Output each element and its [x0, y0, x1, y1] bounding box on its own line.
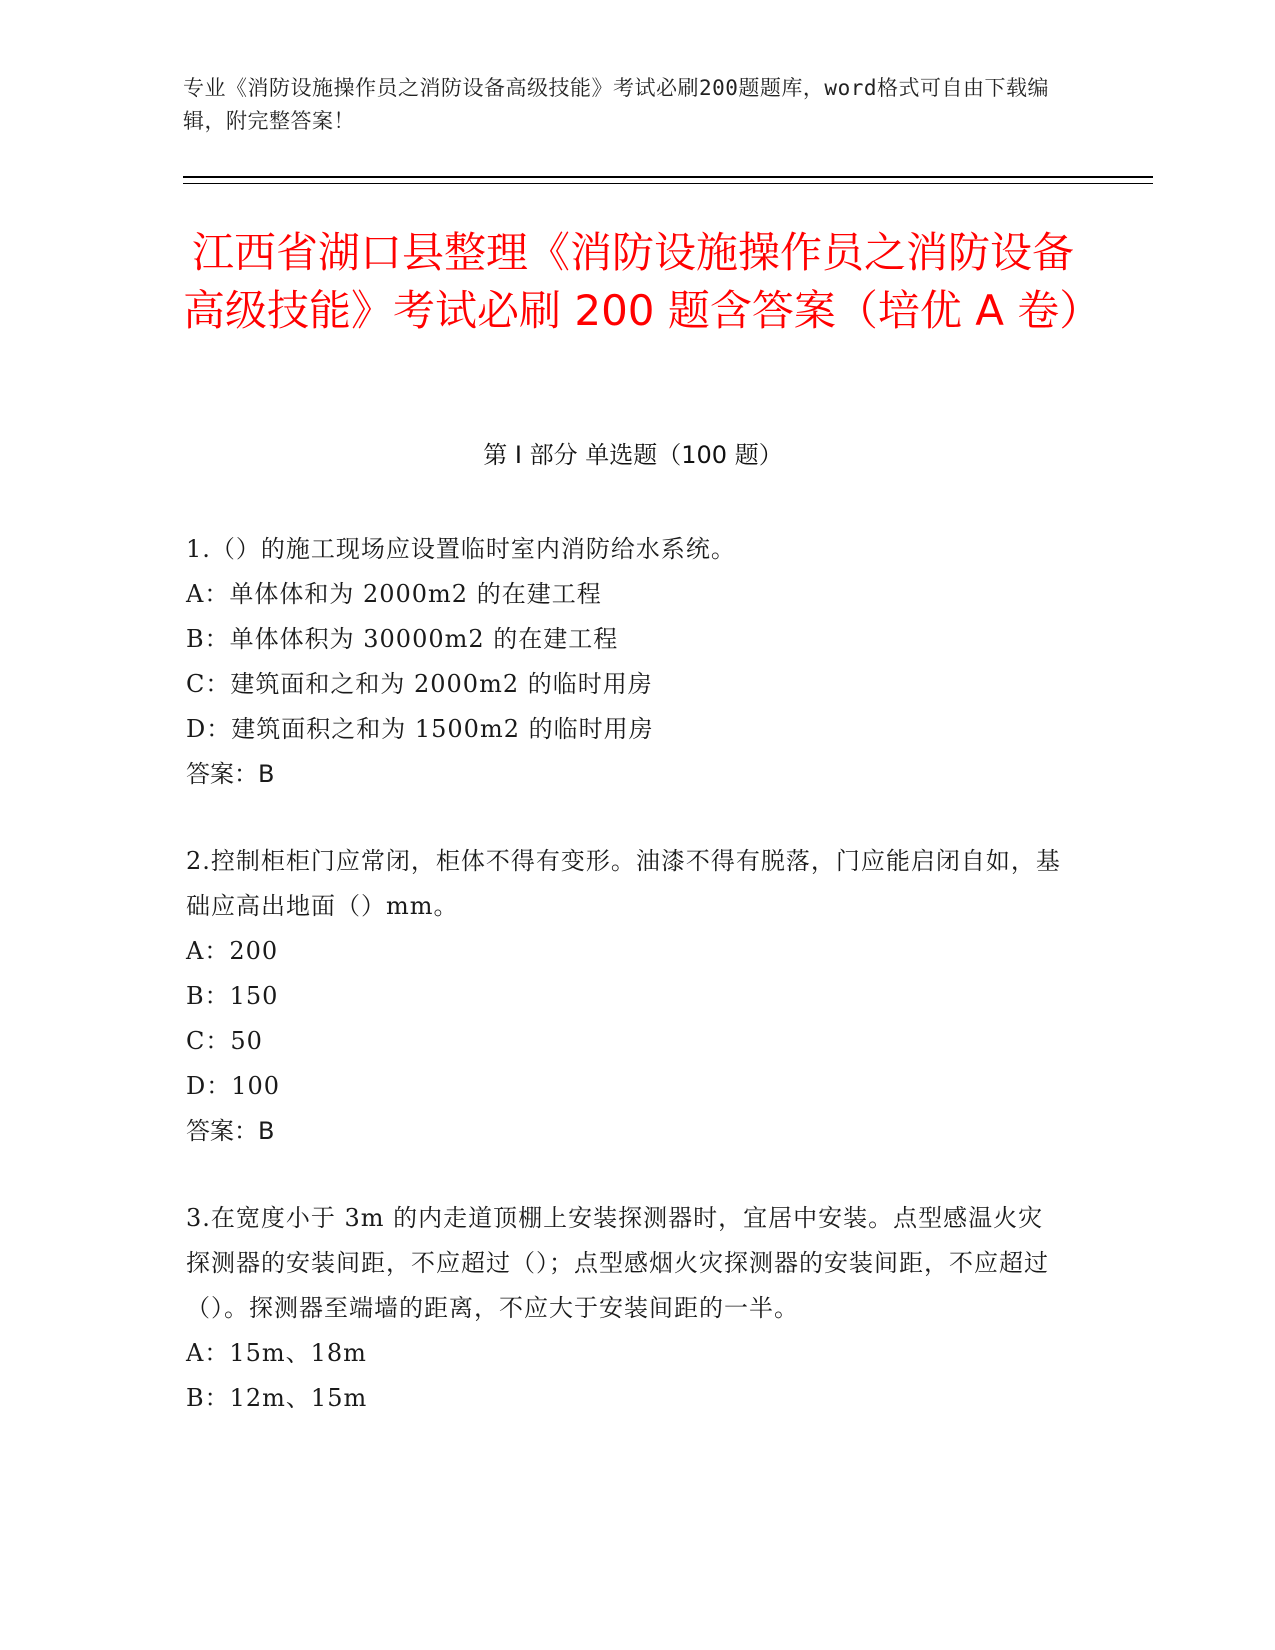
option-b: B：12m、15m	[186, 1384, 368, 1412]
answer: 答案：B	[186, 760, 275, 788]
question-stem: 2.控制柜柜门应常闭，柜体不得有变形。油漆不得有脱落，门应能启闭自如，基础应高出地面（）mm。	[186, 847, 1061, 920]
question-2	[186, 839, 1066, 1154]
section-heading: 第 I 部分 单选题（100 题）	[483, 441, 783, 469]
question-1	[186, 527, 1066, 797]
answer: 答案：B	[186, 1117, 275, 1145]
option-c: C：50	[186, 1027, 263, 1055]
option-a: A：15m、18m	[186, 1339, 367, 1367]
header-note: 专业《消防设施操作员之消防设备高级技能》考试必刷200题题库，word格式可自由下载编辑，附完整答案！	[183, 76, 1049, 133]
question-stem: 3.在宽度小于 3m 的内走道顶棚上安装探测器时，宜居中安装。点型感温火灾探测器的安装间距，不应超过（）；点型感烟火灾探测器的安装间距，不应超过（）。探测器至端墙的距离，不应大于安装间距的一半。	[186, 1204, 1049, 1322]
option-a: A：200	[186, 937, 279, 965]
header-divider-thin	[183, 183, 1153, 184]
option-c: C：建筑面和之和为 2000m2 的临时用房	[186, 670, 653, 698]
option-d: D：建筑面积之和为 1500m2 的临时用房	[186, 715, 654, 743]
option-b: B：单体体积为 30000m2 的在建工程	[186, 625, 619, 653]
question-list	[186, 527, 1066, 1463]
question-3	[186, 1196, 1066, 1421]
option-b: B：150	[186, 982, 279, 1010]
option-a: A：单体体和为 2000m2 的在建工程	[186, 580, 602, 608]
option-d: D：100	[186, 1072, 281, 1100]
document-title: 江西省湖口县整理《消防设施操作员之消防设备高级技能》考试必刷 200 题含答案（培优 A 卷）	[183, 228, 1102, 335]
question-stem: 1.（）的施工现场应设置临时室内消防给水系统。	[186, 535, 736, 563]
header-divider-thick	[183, 176, 1153, 178]
